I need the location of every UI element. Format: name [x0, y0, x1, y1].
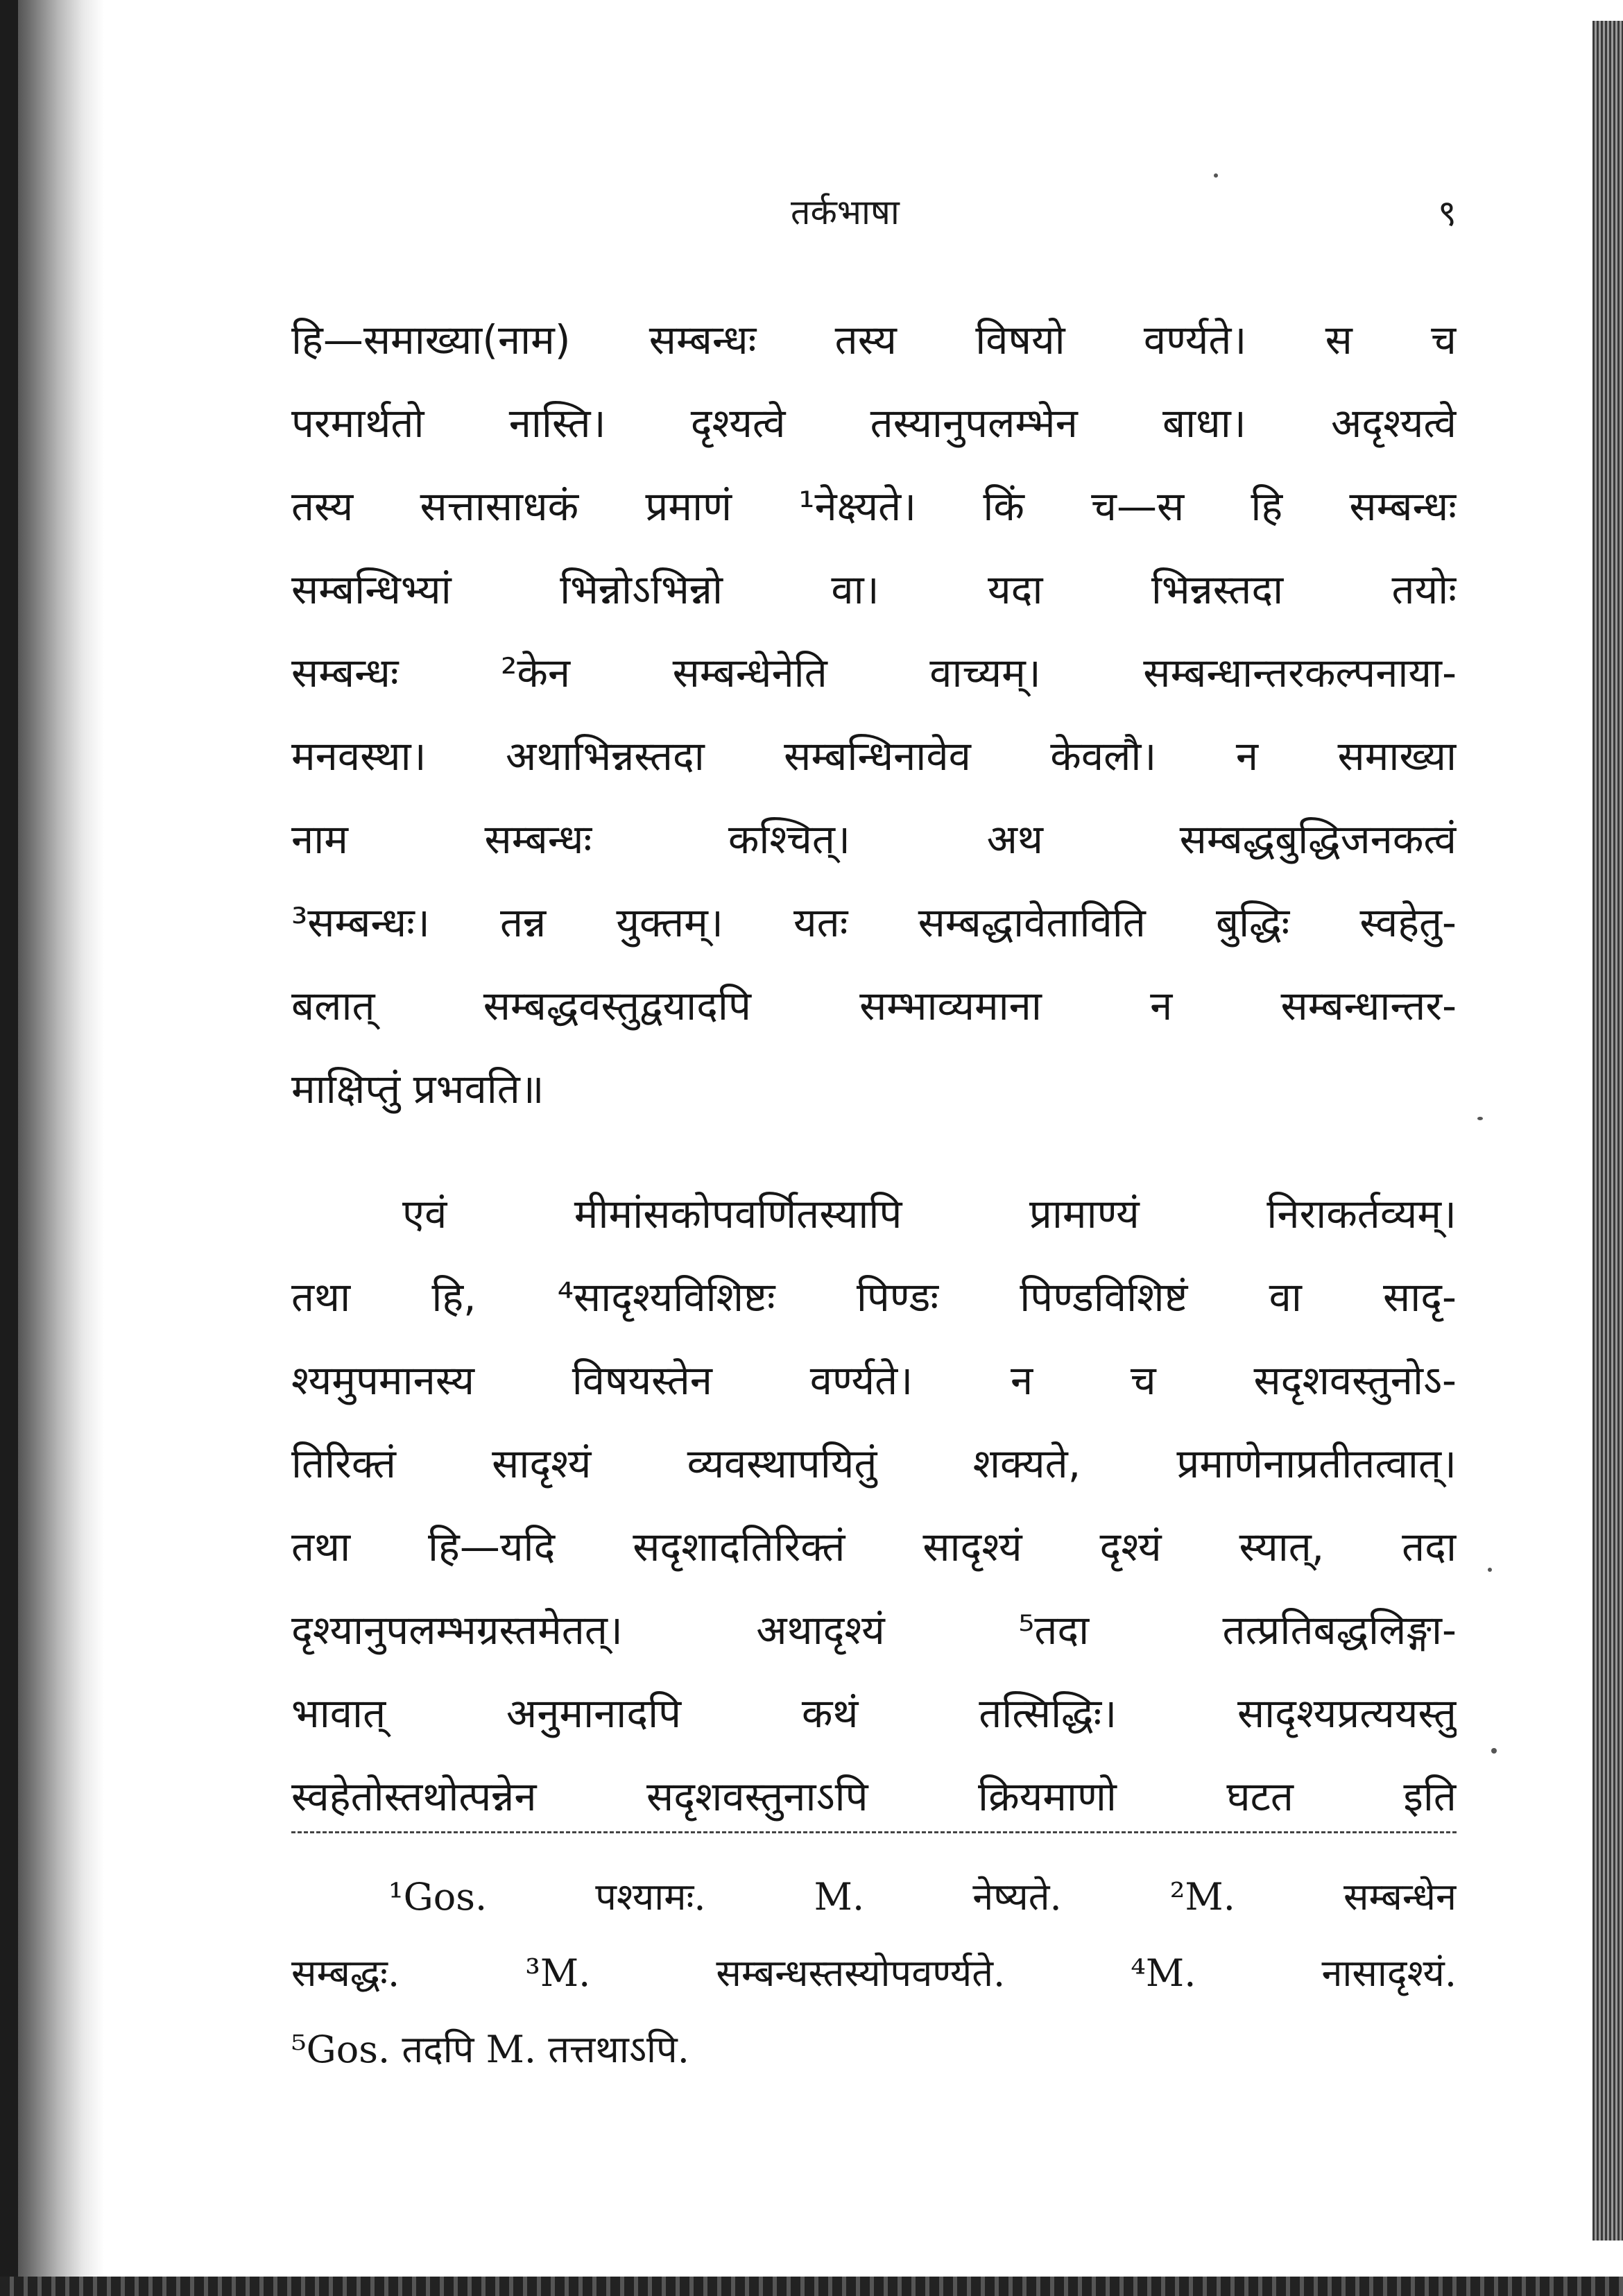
scan-edge-bottom: [0, 2277, 1623, 2296]
scan-speck: [1477, 1117, 1483, 1120]
footnote-line: सम्बद्धः. ³M. सम्बन्धस्तस्योपवर्ण्यते. ⁴M. नासादृश्यं.: [291, 1951, 1457, 1995]
text-line: बलात् सम्बद्धवस्तुद्वयादपि सम्भाव्यमाना न सम्बन्धान्तर-: [291, 982, 1457, 1029]
page-header: [291, 187, 1457, 250]
text-line: एवं मीमांसकोपवर्णितस्यापि प्रामाण्यं निराकर्तव्यम्।: [402, 1190, 1457, 1237]
text-line: श्यमुपमानस्य विषयस्तेन वर्ण्यते। न च सदृशवस्तुनोऽ-: [291, 1357, 1457, 1404]
text-line: परमार्थतो नास्ति। दृश्यत्वे तस्यानुपलम्भेन बाधा। अदृश्यत्वे: [291, 400, 1457, 447]
text-line: स्वहेतोस्तथोत्पन्नेन सदृशवस्तुनाऽपि क्रियमाणो घटत इति: [291, 1773, 1457, 1820]
footnote-line: ¹Gos. पश्यामः. M. नेष्यते. ²M. सम्बन्धेन: [388, 1875, 1457, 1919]
footnotes: [291, 1859, 1457, 2088]
scan-edge-right: [1592, 21, 1623, 2241]
text-line: तथा हि—यदि सदृशादतिरिक्तं सादृश्यं दृश्यं स्यात्, तदा: [291, 1523, 1457, 1570]
text-line: नाम सम्बन्धः कश्चित्। अथ सम्बद्धबुद्धिजनकत्वं: [291, 816, 1457, 863]
scan-speck: [1214, 173, 1218, 178]
footnote-rule: [291, 1831, 1457, 1833]
text-line: सम्बन्धः ²केन सम्बन्धेनेति वाच्यम्। सम्बन्धान्तरकल्पनाया-: [291, 649, 1457, 696]
text-line: ³सम्बन्धः। तन्न युक्तम्। यतः सम्बद्धावेताविति बुद्धिः स्वहेतु-: [291, 899, 1457, 946]
text-line: माक्षिप्तुं प्रभवति॥: [291, 1065, 544, 1113]
text-line: सम्बन्धिभ्यां भिन्नोऽभिन्नो वा। यदा भिन्नस्तदा तयोः: [291, 566, 1457, 613]
text-line: दृश्यानुपलम्भग्रस्तमेतत्। अथादृश्यं ⁵तदा तत्प्रतिबद्धलिङ्गा-: [291, 1607, 1457, 1654]
page-number: ९: [1437, 193, 1457, 234]
text-line: तस्य सत्तासाधकं प्रमाणं ¹नेक्ष्यते। किं च—स हि सम्बन्धः: [291, 483, 1457, 530]
text-line: तिरिक्तं सादृश्यं व्यवस्थापयितुं शक्यते, प्रमाणेनाप्रतीतत्वात्।: [291, 1440, 1457, 1487]
text-line: हि—समाख्या(नाम) सम्बन्धः तस्य विषयो वर्ण्यते। स च: [291, 316, 1457, 363]
running-title: तर्कभाषा: [791, 192, 900, 232]
footnote-line: ⁵Gos. तदपि M. तत्तथाऽपि.: [291, 2028, 689, 2071]
text-line: तथा हि, ⁴सादृश्यविशिष्टः पिण्डः पिण्डविशिष्टं वा सादृ-: [291, 1274, 1457, 1321]
body-text: [291, 298, 1457, 1838]
text-line: मनवस्था। अथाभिन्नस्तदा सम्बन्धिनावेव केवलौ। न समाख्या: [291, 733, 1457, 780]
scan-speck: [1488, 1568, 1492, 1572]
scan-edge-left: [0, 0, 18, 2296]
scan-speck: [1491, 1748, 1497, 1754]
text-line: भावात् अनुमानादपि कथं तत्सिद्धिः। सादृश्यप्रत्ययस्तु: [291, 1690, 1457, 1737]
